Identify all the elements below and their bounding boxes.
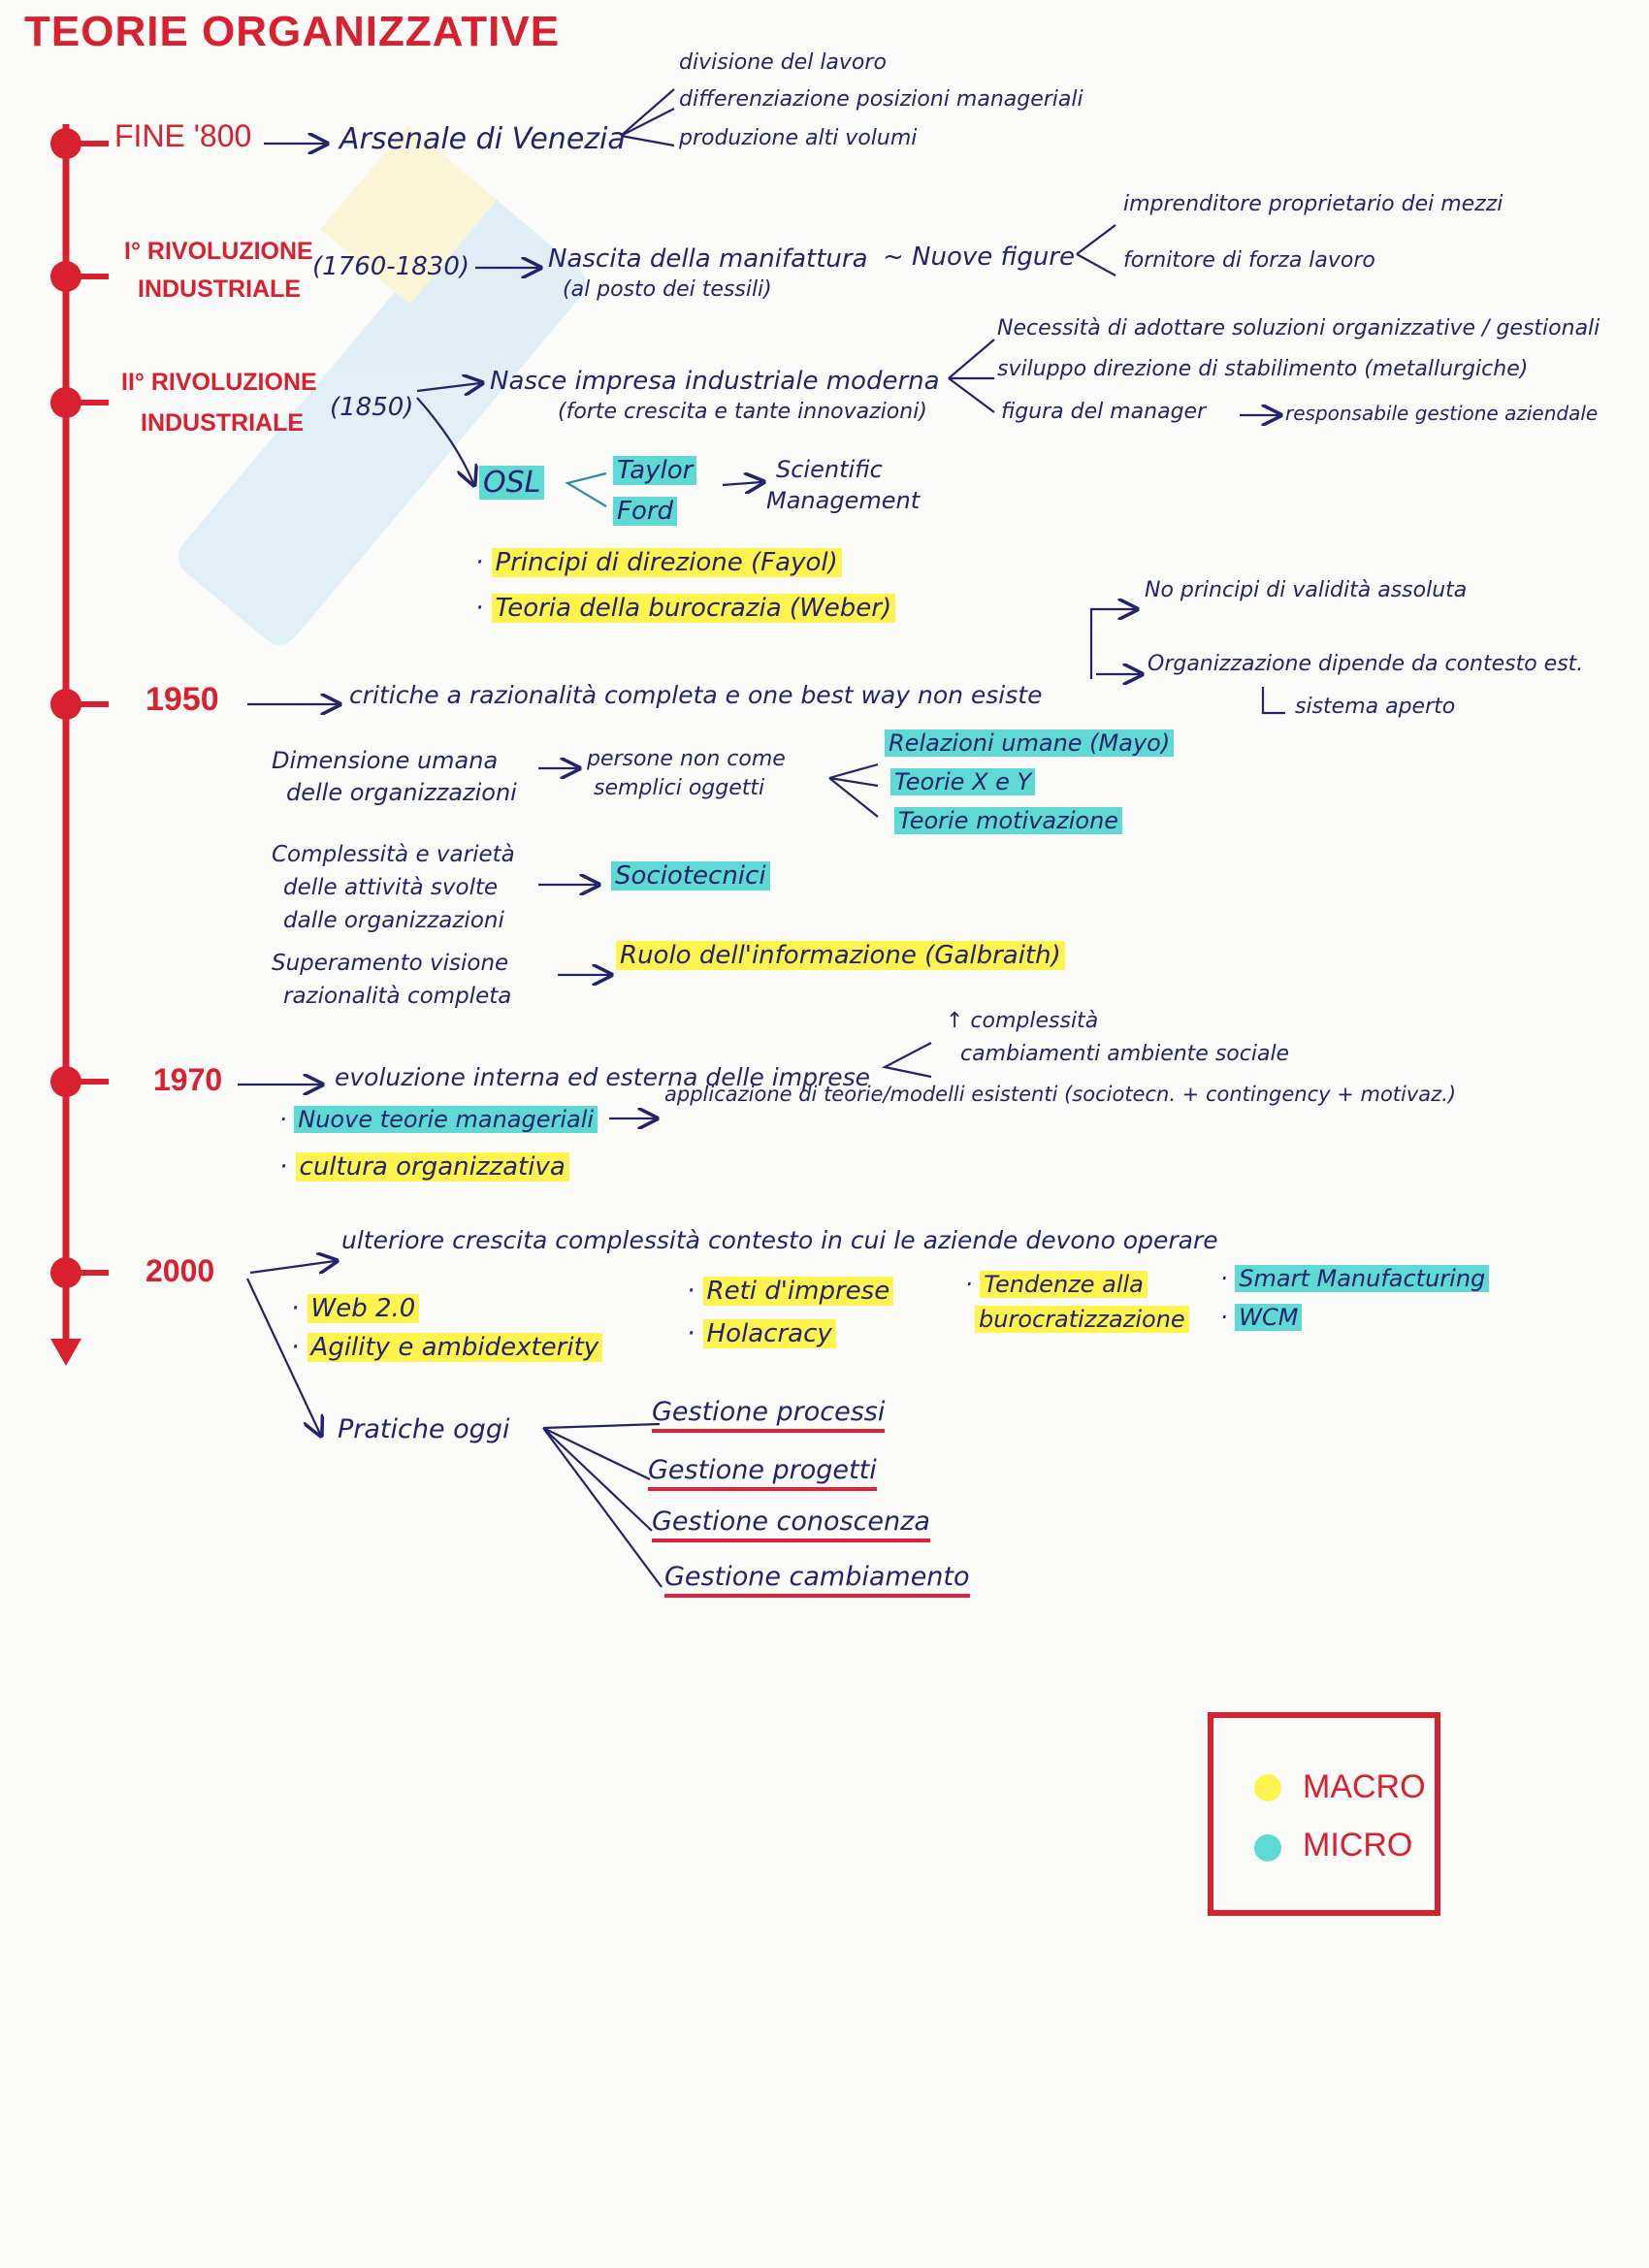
legend-micro: MICRO <box>1303 1827 1413 1863</box>
era-label-fine800: FINE '800 <box>114 118 252 153</box>
era3-item: sviluppo direzione di stabilimento (metallurgiche) <box>997 357 1529 381</box>
agility-label: Agility e ambidexterity <box>307 1333 603 1362</box>
legend-box <box>1208 1712 1440 1916</box>
complessita-2: delle attività svolte <box>283 875 499 900</box>
complessita-1: Complessità e varietà <box>272 842 515 867</box>
scientific-label: Scientific <box>776 456 883 483</box>
era-label-2000: 2000 <box>146 1253 215 1288</box>
gestione-progetti: Gestione progetti <box>648 1455 877 1491</box>
era-label-1970: 1970 <box>153 1062 223 1097</box>
era2-node-note: (al posto dei tessili) <box>563 277 772 302</box>
superamento-1: Superamento visione <box>272 951 509 976</box>
era5-complessita: ↑ complessità <box>946 1009 1099 1033</box>
era5-node: evoluzione interna ed esterna delle imprese <box>335 1063 871 1091</box>
gestione-processi: Gestione processi <box>652 1397 885 1433</box>
macro-dot <box>1254 1774 1281 1801</box>
era4-branch: No principi di validità assoluta <box>1145 578 1468 602</box>
smart-manufacturing: Smart Manufacturing <box>1235 1265 1489 1292</box>
era3-item-manager: figura del manager <box>1001 400 1207 424</box>
holacracy-label: Holacracy <box>703 1319 836 1348</box>
galbraith-label: Ruolo dell'informazione (Galbraith) <box>616 941 1065 970</box>
era3-node-note: (forte crescita e tante innovazioni) <box>558 400 927 424</box>
era3-manager-result: responsabile gestione aziendale <box>1285 402 1599 425</box>
taylor-label: Taylor <box>613 456 696 485</box>
persone-1: persone non come <box>587 747 786 771</box>
web20-label: Web 2.0 <box>307 1294 420 1323</box>
micro-dot <box>1254 1834 1281 1862</box>
era-label-1950: 1950 <box>146 681 219 718</box>
wcm-label: WCM <box>1235 1304 1302 1331</box>
sociotecnici-label: Sociotecnici <box>611 861 770 891</box>
gestione-cambiamento: Gestione cambiamento <box>664 1562 970 1598</box>
era1-item: divisione del lavoro <box>679 50 887 75</box>
page-title: TEORIE ORGANIZZATIVE <box>24 8 561 55</box>
era3-node: Nasce impresa industriale moderna <box>490 367 940 396</box>
legend-macro: MACRO <box>1303 1768 1426 1805</box>
fayol-label: Principi di direzione (Fayol) <box>492 548 842 577</box>
superamento-2: razionalità completa <box>283 984 512 1009</box>
era5-applicazione: applicazione di teorie/modelli esistenti (sociotecn. + contingency + motivaz.) <box>664 1083 1457 1106</box>
era1-item: differenziazione posizioni manageriali <box>679 87 1083 112</box>
tendenze-2: burocratizzazione <box>975 1306 1189 1333</box>
era2-item: fornitore di forza lavoro <box>1123 248 1375 273</box>
nuove-teorie: Nuove teorie manageriali <box>294 1106 598 1133</box>
teorie-motivazione: Teorie motivazione <box>894 807 1122 834</box>
era2-item: imprenditore proprietario dei mezzi <box>1123 192 1504 216</box>
persone-2: semplici oggetti <box>594 776 765 800</box>
era-label-rivoluzione2: II° RIVOLUZIONE <box>121 369 317 396</box>
era2-years: (1760-1830) <box>312 252 470 281</box>
human-relations: Relazioni umane (Mayo) <box>885 729 1174 757</box>
teorie-xy: Teorie X e Y <box>890 768 1035 795</box>
era1-node: Arsenale di Venezia <box>340 122 626 156</box>
reti-imprese-label: Reti d'imprese <box>703 1277 894 1306</box>
ford-label: Ford <box>613 497 677 526</box>
tendenze-1: Tendenze alla <box>980 1271 1148 1298</box>
pratiche-oggi: Pratiche oggi <box>338 1414 510 1444</box>
era4-node: critiche a razionalità completa e one best way non esiste <box>349 681 1043 709</box>
era3-item: Necessità di adottare soluzioni organizzative / gestionali <box>997 316 1600 340</box>
era3-years: (1850) <box>330 393 414 422</box>
era4-branch-sistema: sistema aperto <box>1295 695 1456 719</box>
era1-item: produzione alti volumi <box>679 126 918 150</box>
management-label: Management <box>766 487 921 514</box>
cultura-organizzativa: cultura organizzativa <box>296 1152 569 1182</box>
complessita-3: dalle organizzazioni <box>283 908 504 933</box>
era-label-industriale1: INDUSTRIALE <box>138 275 302 303</box>
weber-label: Teoria della burocrazia (Weber) <box>492 594 896 623</box>
osl-label: OSL <box>479 466 544 500</box>
dim-umana-2: delle organizzazioni <box>286 779 517 806</box>
gestione-conoscenza: Gestione conoscenza <box>652 1507 930 1542</box>
era2-figure: ~ Nuove figure <box>883 243 1075 272</box>
era6-node: ulteriore crescita complessità contesto in cui le aziende devono operare <box>341 1226 1218 1254</box>
era-label-industriale2: INDUSTRIALE <box>141 409 305 437</box>
era5-cambiamenti: cambiamenti ambiente sociale <box>960 1042 1290 1066</box>
era2-node: Nascita della manifattura <box>548 244 868 274</box>
era4-branch: Organizzazione dipende da contesto est. <box>1148 652 1584 676</box>
era-label-rivoluzione1: I° RIVOLUZIONE <box>124 238 313 265</box>
dim-umana-1: Dimensione umana <box>272 747 499 774</box>
